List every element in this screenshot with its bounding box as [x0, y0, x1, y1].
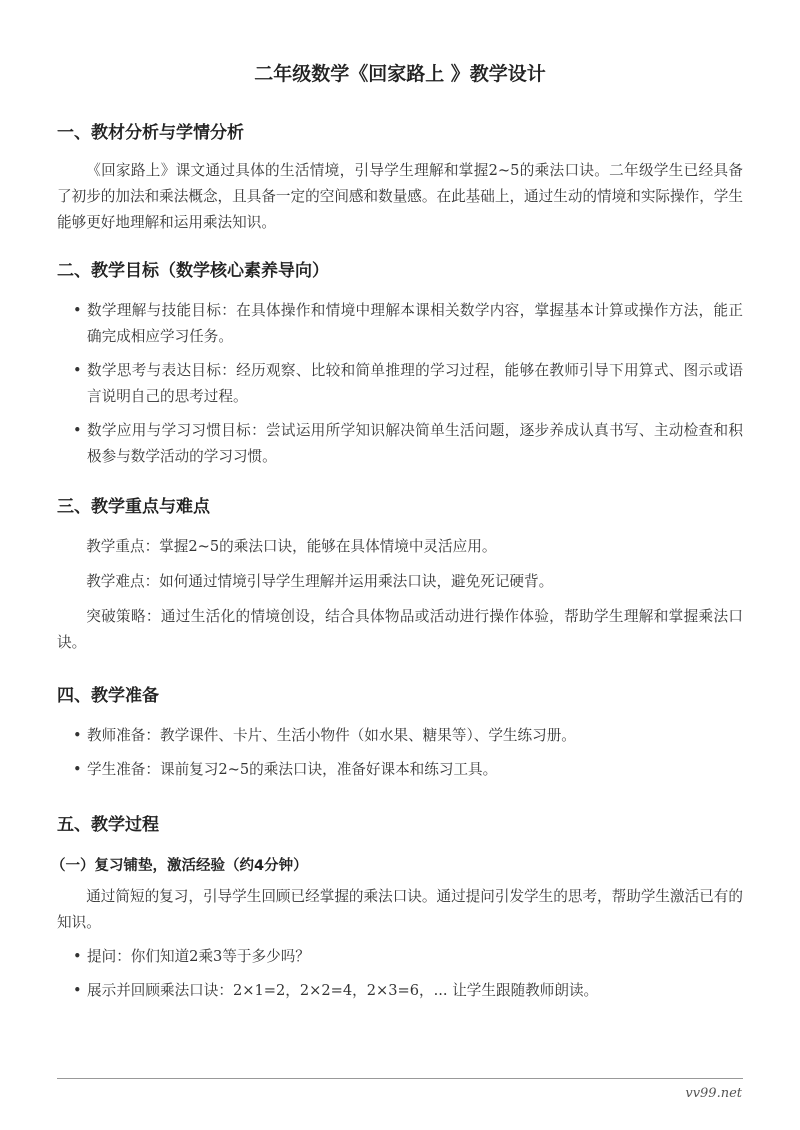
footer-site: vv99.net	[685, 1086, 742, 1101]
section-heading: 三、教学重点与难点	[57, 497, 210, 517]
section-heading: 二、教学目标（数学核心素养导向）	[57, 261, 329, 281]
section-5	[51, 814, 743, 1004]
section-heading: 一、教材分析与学情分析	[57, 123, 244, 143]
bullet-list	[57, 298, 743, 470]
paragraph: 教学难点：如何通过情境引导学生理解并运用乘法口诀，避免死记硬背。	[86, 573, 554, 590]
document-title: 二年级数学《回家路上 》教学设计	[254, 63, 546, 85]
bullet-list	[57, 944, 743, 1004]
footer-divider	[57, 1078, 743, 1079]
section-4	[57, 685, 743, 783]
bullet-list	[57, 723, 743, 783]
paragraph: 《回家路上》课文通过具体的生活情境，引导学生理解和掌握2~5的乘法口诀。二年级学生已经具备了初步的加法和乘法概念，且具备一定的空间感和数量感。在此基础上，通过生动的情境和实际操作，学生能够更好地理解和运用乘法知识。	[57, 162, 743, 231]
paragraph: 教学重点：掌握2~5的乘法口诀，能够在具体情境中灵活应用。	[86, 538, 497, 555]
watermark: vv99.net	[368, 1003, 724, 1087]
paragraph: 通过简短的复习，引导学生回顾已经掌握的乘法口诀。通过提问引发学生的思考，帮助学生激活已有的知识。	[57, 888, 743, 931]
subsection-heading: （一）复习铺垫，激活经验（约4分钟）	[51, 858, 308, 874]
list-item: • 展示并回顾乘法口诀：2×1=2，2×2=4，2×3=6，... 让学生跟随教师朗读。	[57, 978, 743, 1004]
list-item: • 学生准备：课前复习2~5的乘法口诀，准备好课本和练习工具。	[57, 757, 743, 783]
list-item: • 数学应用与学习习惯目标：尝试运用所学知识解决简单生活问题，逐步养成认真书写、主动检查和积极参与数学活动的学习习惯。	[57, 418, 743, 470]
list-item: • 数学思考与表达目标：经历观察、比较和简单推理的学习过程，能够在教师引导下用算式、图示或语言说明自己的思考过程。	[57, 358, 743, 410]
list-item: • 提问：你们知道2乘3等于多少吗？	[57, 944, 743, 970]
list-item: • 数学理解与技能目标：在具体操作和情境中理解本课相关数学内容，掌握基本计算或操作方法，能正确完成相应学习任务。	[57, 298, 743, 350]
list-item: • 教师准备：教学课件、卡片、生活小物件（如水果、糖果等）、学生练习册。	[57, 723, 743, 749]
section-2	[57, 260, 743, 470]
section-heading: 五、教学过程	[57, 815, 159, 835]
section-heading: 四、教学准备	[57, 686, 159, 706]
section-3	[57, 496, 743, 656]
paragraph: 突破策略：通过生活化的情境创设，结合具体物品或活动进行操作体验，帮助学生理解和掌握乘法口诀。	[57, 608, 743, 651]
section-1	[57, 122, 743, 236]
